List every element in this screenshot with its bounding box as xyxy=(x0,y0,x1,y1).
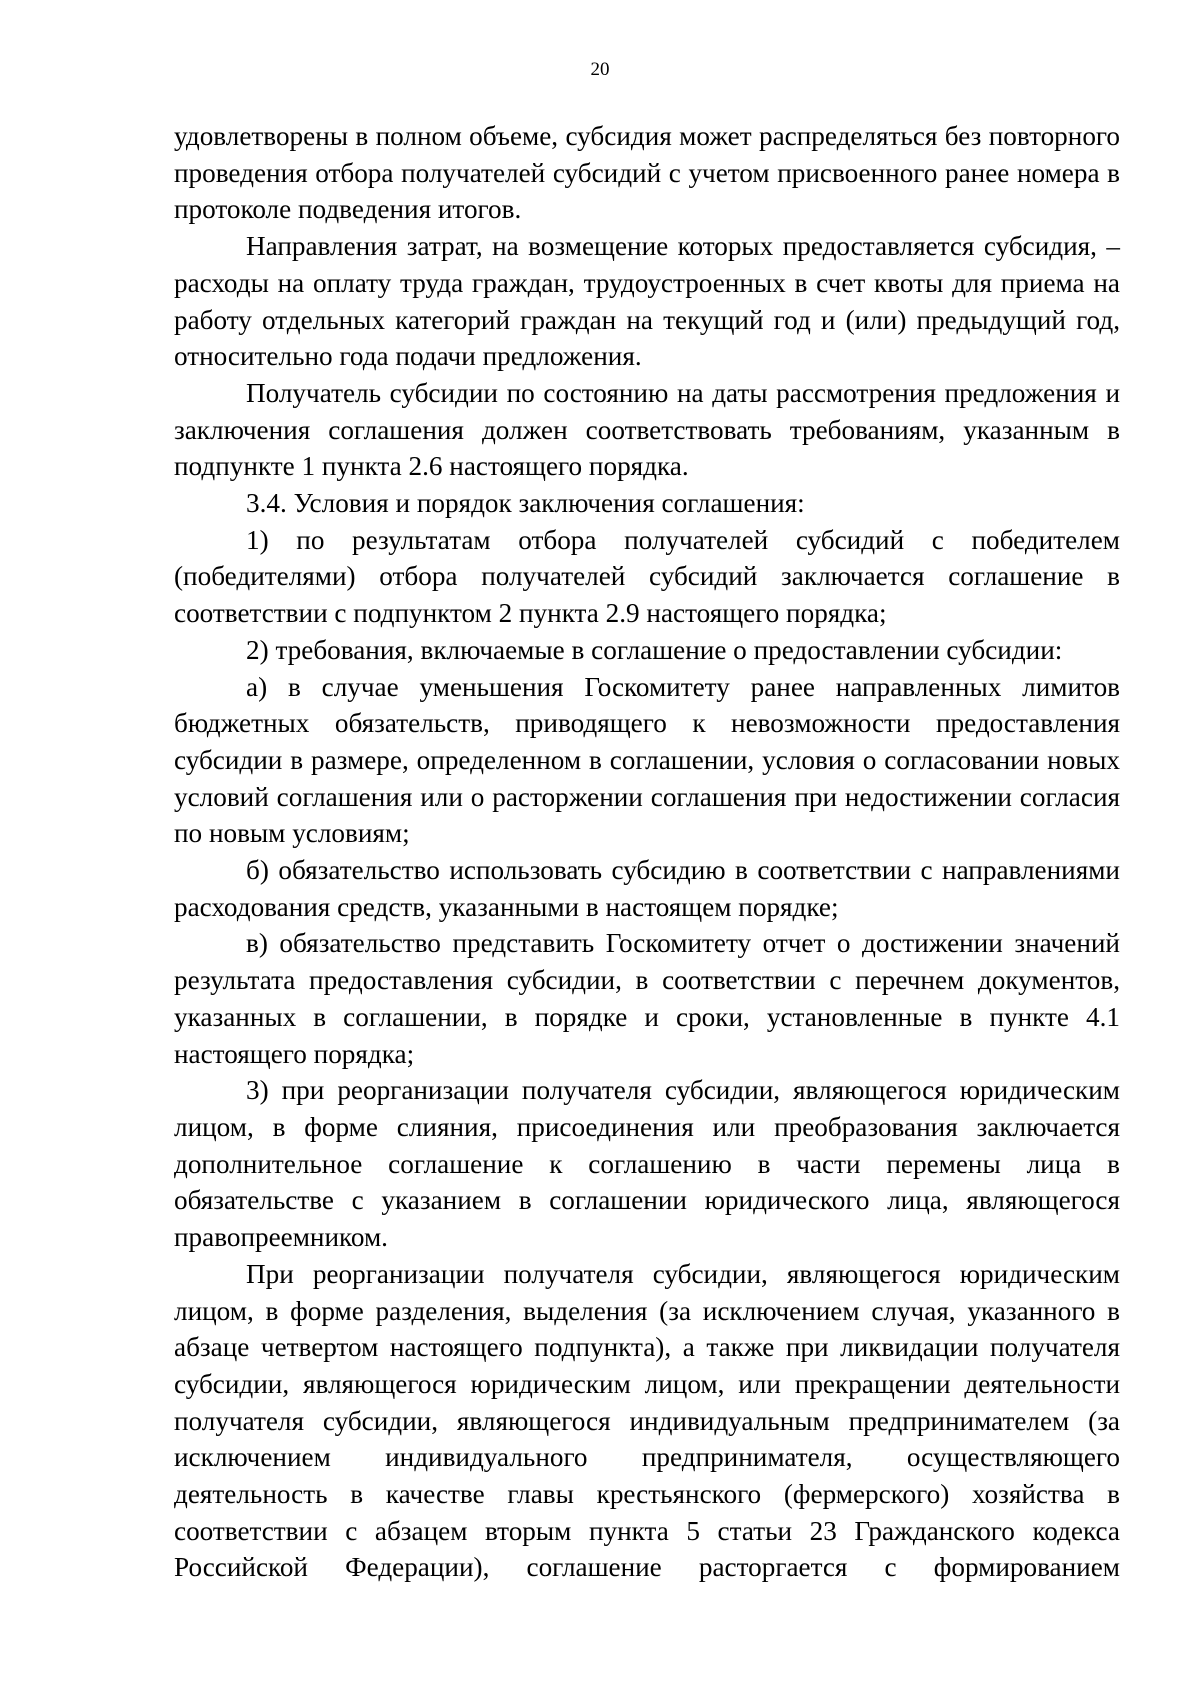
paragraph-reorganization: При реорганизации получателя субсидии, являющегося юридическим лицом, в форме разделения, выделения (за исключением случая, указанного в абзаце четвертом настоящего подпункта), а также при ликвидации получателя субсидии, являющегося юридическим лицом, или прекращении деятельности получателя субсидии, являющегося индивидуальным предпринимателем (за исключением индивидуального предпринимателя, осуществляющего деятельность в качестве главы крестьянского (фермерского) хозяйства в соответствии с абзацем вторым пункта 5 статьи 23 Гражданского кодекса Российской Федерации), соглашение расторгается с формированием xyxy=(174,1258,1120,1583)
list-item-1: 1) по результатам отбора получателей субсидий с победителем (победителями) отбора получателей субсидий заключается соглашение в соответствии с подпунктом 2 пункта 2.9 настоящего порядка; xyxy=(174,524,1120,629)
section-heading-3-4: 3.4. Условия и порядок заключения соглашения: xyxy=(246,488,805,519)
list-item-2v: в) обязательство представить Госкомитету отчет о достижении значений результата предоставления субсидии, в соответствии с перечнем документов, указанных в соглашении, в порядке и сроки, установленные в пункте 4.1 настоящего порядка; xyxy=(174,928,1120,1069)
list-item-2a: а) в случае уменьшения Госкомитету ранее направленных лимитов бюджетных обязательств, приводящего к невозможности предоставления субсидии в размере, определенном в соглашении, условия о согласовании новых условий соглашения или о расторжении соглашения при недостижении согласия по новым условиям; xyxy=(174,671,1120,849)
paragraph-continuation: удовлетворены в полном объеме, субсидия может распределяться без повторного проведения отбора получателей субсидий с учетом присвоенного ранее номера в протоколе подведения итогов. xyxy=(174,121,1120,225)
list-item-2b: б) обязательство использовать субсидию в соответствии с направлениями расходования средств, указанными в настоящем порядке; xyxy=(174,855,1120,922)
list-item-3: 3) при реорганизации получателя субсидии, являющегося юридическим лицом, в форме слияния, присоединения или преобразования заключается дополнительное соглашение к соглашению в части перемены лица в обязательстве с указанием в соглашении юридического лица, являющегося правопреемником. xyxy=(174,1075,1120,1253)
list-item-2: 2) требования, включаемые в соглашение о предоставлении субсидии: xyxy=(246,634,1063,665)
document-body xyxy=(174,118,1120,1586)
page-number: 20 xyxy=(590,59,610,80)
paragraph-recipient-requirements: Получатель субсидии по состоянию на даты рассмотрения предложения и заключения соглашения должен соответствовать требованиям, указанным в подпункте 1 пункта 2.6 настоящего порядка. xyxy=(174,377,1120,482)
paragraph-expense-directions: Направления затрат, на возмещение которых предоставляется субсидия, – расходы на оплату труда граждан, трудоустроенных в счет квоты для приема на работу отдельных категорий граждан на текущий год и (или) предыдущий год, относительно года подачи предложения. xyxy=(174,231,1120,372)
